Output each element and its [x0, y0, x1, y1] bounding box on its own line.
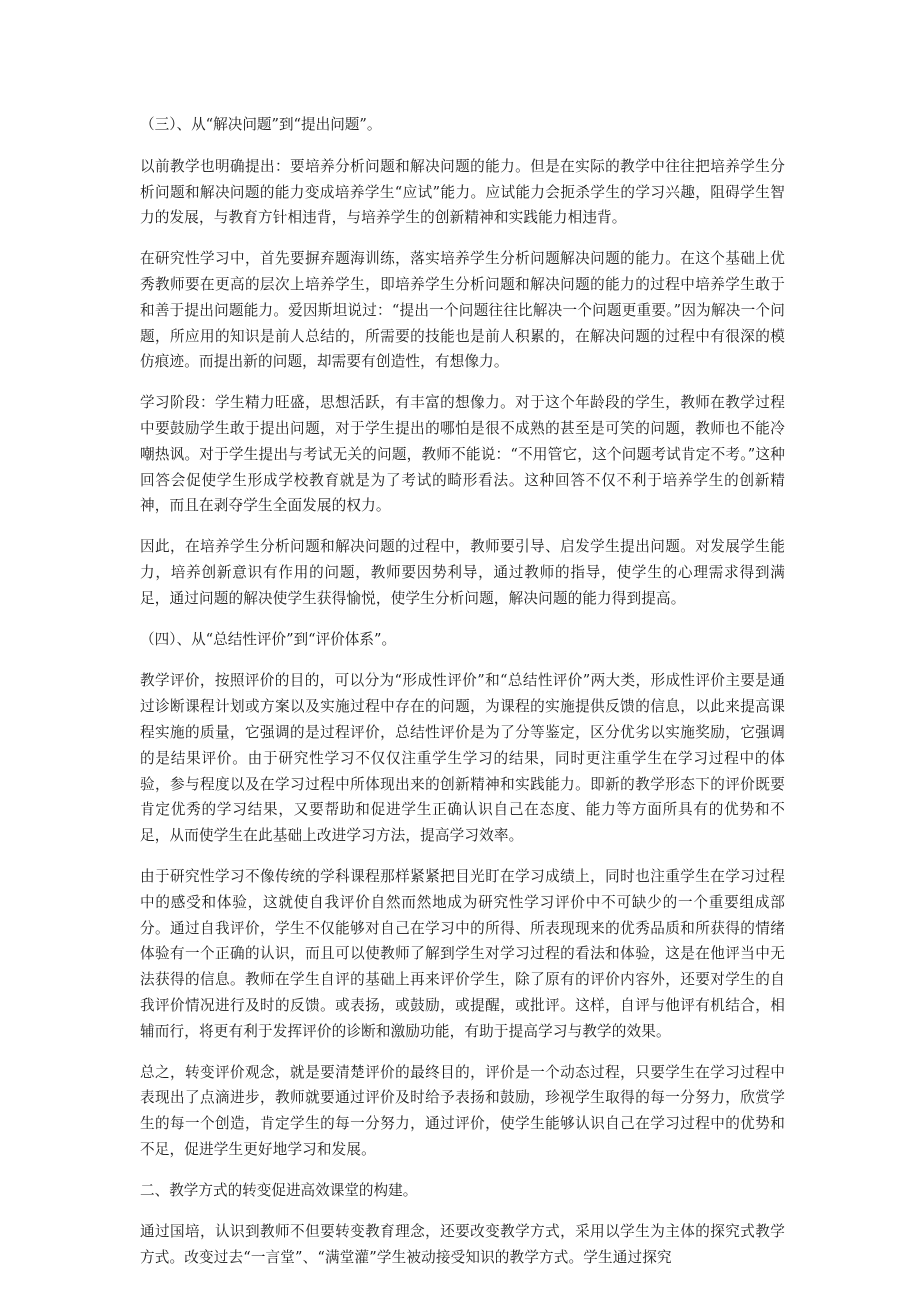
paragraph: 通过国培，认识到教师不但要转变教育理念，还要改变教学方式，采用以学生为主体的探究式教学方式。改变过去“一言堂”、“满堂灌”学生被动接受知识的教学方式。学生通过探究 [140, 1223, 785, 1267]
paragraph: 学习阶段：学生精力旺盛，思想活跃，有丰富的想像力。对于这个年龄段的学生，教师在教学过程中要鼓励学生敢于提出问题，对于学生提出的哪怕是很不成熟的甚至是可笑的问题，教师也不能冷嘲热讽。对于学生提出与考试无关的问题，教师不能说：“不用管它，这个问题考试肯定不考。”这种回答会促使学生形成学校教育就是为了考试的畸形看法。这种回答不仅不利于培养学生的创新精神，而且在剥夺学生全面发展的权力。 [140, 394, 785, 515]
section-heading-4: （四）、从“总结性评价”到“评价体系”。 [140, 630, 397, 648]
paragraph: 在研究性学习中，首先要摒弃题海训练，落实培养学生分析问题解决问题的能力。在这个基础上优秀教师要在更高的层次上培养学生，即培养学生分析问题和解决问题的能力的过程中培养学生敢于和善于提出问题能力。爱因斯坦说过：“提出一个问题往往比解决一个问题更重要。”因为解决一个问题，所应用的知识是前人总结的，所需要的技能也是前人积累的，在解决问题的过程中有很深的模仿痕迹。而提出新的问题，却需要有创造性，有想像力。 [140, 250, 785, 371]
paragraph: 以前教学也明确提出：要培养分析问题和解决问题的能力。但是在实际的教学中往往把培养学生分析问题和解决问题的能力变成培养学生“应试”能力。应试能力会扼杀学生的学习兴趣，阻碍学生智力的发展，与教育方针相违背，与培养学生的创新精神和实践能力相违背。 [140, 157, 785, 227]
chapter-heading-2: 二、教学方式的转变促进高效课堂的构建。 [140, 1181, 418, 1199]
document-body [140, 112, 785, 1286]
paragraph: 教学评价，按照评价的目的，可以分为“形成性评价”和“总结性评价”两大类，形成性评价主要是通过诊断课程计划或方案以及实施过程中存在的问题，为课程的实施提供反馈的信息，以此来提高课程实施的质量，它强调的是过程评价，总结性评价是为了分等鉴定，区分优劣以实施奖励，它强调的是结果评价。由于研究性学习不仅仅注重学生学习的结果，同时更注重学生在学习过程中的体验，参与程度以及在学习过程中所体现出来的创新精神和实践能力。即新的教学形态下的评价既要肯定优秀的学习结果，又要帮助和促进学生正确认识自己在态度、能力等方面所具有的优势和不足，从而使学生在此基础上改进学习方法，提高学习效率。 [140, 672, 785, 845]
paragraph: 因此，在培养学生分析问题和解决问题的过程中，教师要引导、启发学生提出问题。对发展学生能力，培养创新意识有作用的问题，教师要因势利导，通过教师的指导，使学生的心理需求得到满足，通过问题的解决使学生获得愉悦，使学生分析问题，解决问题的能力得到提高。 [140, 538, 785, 607]
section-heading-3: （三）、从“解决问题”到“提出问题”。 [140, 116, 382, 133]
paragraph: 由于研究性学习不像传统的学科课程那样紧紧把目光盯在学习成绩上，同时也注重学生在学习过程中的感受和体验，这就使自我评价自然而然地成为研究性学习评价中不可缺少的一个重要组成部分。通过自我评价，学生不仅能够对自己在学习中的所得、所表现现来的优秀品质和所获得的情绪体验有一个正确的认识，而且可以使教师了解到学生对学习过程的看法和体验，这是在他评当中无法获得的信息。教师在学生自评的基础上再来评价学生，除了原有的评价内容外，还要对学生的自我评价情况进行及时的反馈。或表扬，或鼓励，或提醒，或批评。这样，自评与他评有机结合，相辅而行，将更有利于发挥评价的诊断和激励功能，有助于提高学习与教学的效果。 [140, 867, 785, 1040]
paragraph: 总之，转变评价观念，就是要清楚评价的最终目的，评价是一个动态过程，只要学生在学习过程中表现出了点滴进步，教师就要通过评价及时给予表扬和鼓励，珍视学生取得的每一分努力，欣赏学生的每一个创造，肯定学生的每一分努力，通过评价，使学生能够认识自己在学习过程中的优势和不足，促进学生更好地学习和发展。 [140, 1063, 785, 1158]
